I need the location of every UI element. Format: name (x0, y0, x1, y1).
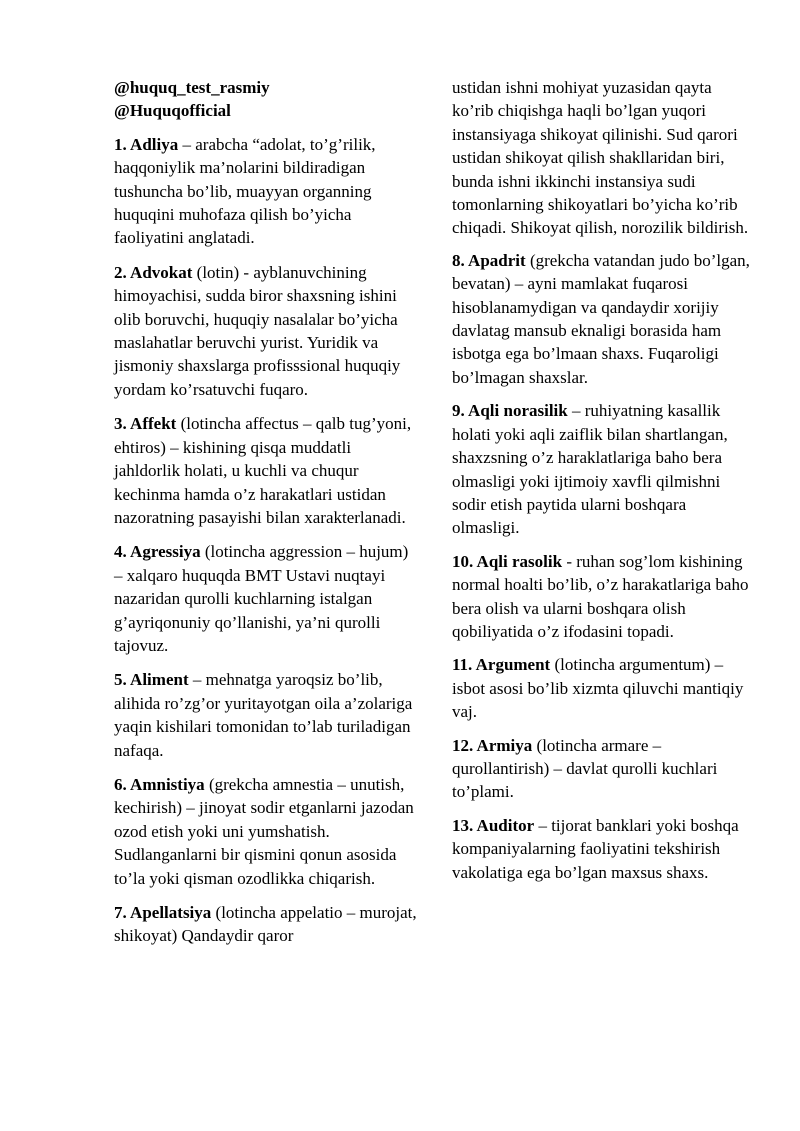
glossary-entry-7 (114, 901, 420, 948)
glossary-entry-8 (452, 249, 752, 389)
right-column (452, 76, 752, 894)
entry-definition: (lotincha appelatio – murojat, shikoyat) Qandaydir qaror (114, 903, 417, 946)
entry-definition: (lotincha armare – qurollantirish) – davlat qurolli kuchlari to’plami. (452, 735, 718, 802)
glossary-entry-11 (452, 653, 752, 723)
entry-definition: (lotincha affectus – qalb tug’yoni, ehtiros) – kishining qisqa muddatli jahldorlik holati, u kuchli va chuqur kechinma hamda o’z harakatlari ustidan nazoratning pasayishi bilan xarakterlanadi. (114, 414, 412, 527)
entry-definition: - ruhan sog’lom kishining normal hoalti bo’lib, o’z harakatlariga baho bera olish va ularni boshqara olish qobiliyatida o’z ifodasini topadi. (452, 551, 749, 641)
entry-term: 2. Advokat (114, 262, 193, 282)
glossary-entry-13 (452, 814, 752, 884)
entry-term: 6. Amnistiya (114, 774, 205, 794)
entry-term: 12. Armiya (452, 735, 533, 755)
glossary-entry-10 (452, 550, 752, 644)
glossary-entry-1 (114, 133, 420, 250)
entry-definition: (lotincha aggression – hujum) – xalqaro huquqda BMT Ustavi nuqtayi nazaridan qurolli kuchlarning istalgan g’ayriqonuniy qo’llanishi, ya’ni qurolli tajovuz. (114, 542, 409, 655)
channel-handle-1: @huquq_test_rasmiy (114, 78, 270, 97)
glossary-entry-3 (114, 412, 420, 529)
glossary-entry-9 (452, 399, 752, 539)
entry-definition: – mehnatga yaroqsiz bo’lib, alihida ro’zg’or yuritayotgan oila a’zolariga yaqin kishilari tomonidan to’lab turiladigan nafaqa. (114, 670, 413, 760)
entry-definition: – arabcha “adolat, to’g’rilik, haqqoniylik ma’nolarini bildiradigan tushuncha bo’lib, muayyan organning huquqini muhofaza qilish bo’yicha faoliyatini anglatadi. (114, 134, 376, 248)
entry-definition: – ruhiyatning kasallik holati yoki aqli zaiflik bilan shartlangan, shaxzsning o’z haraklatlariga baho bera olmasligi yoki ijtimoiy xavfli qilmishni sodir etish paytida ularni boshqara olmasligi. (452, 401, 728, 538)
glossary-entry-6 (114, 773, 420, 890)
entry-term: 8. Apadrit (452, 250, 526, 270)
entry-term: 13. Auditor (452, 815, 535, 835)
entry-term: 7. Apellatsiya (114, 903, 212, 922)
glossary-entry-5 (114, 668, 420, 762)
entry-term: 10. Aqli rasolik (452, 551, 563, 571)
channel-handles (114, 76, 420, 123)
entry-term: 11. Argument (452, 655, 551, 675)
glossary-entry-2 (114, 261, 420, 401)
entry-definition: (lotin) - ayblanuvchining himoyachisi, sudda biror shaxsning ishini olib boruvchi, huquqiy nasalalar bo’yicha maslahatlar beruvchi yurist. Yuridik va jismoniy shaxslarga profisssional huquqiy yordam ko’rsatuvchi fuqaro. (114, 262, 401, 399)
entry-term: 5. Aliment (114, 670, 189, 690)
entry-definition: (lotincha argumentum) – isbot asosi bo’lib xizmta qiluvchi mantiqiy vaj. (452, 655, 744, 722)
entry-term: 9. Aqli norasilik (452, 401, 568, 421)
entry-7-continuation: ustidan ishni mohiyat yuzasidan qayta ko’rib chiqishga haqli bo’lgan yuqori instansiyaga shikoyat qilinishi. Sud qarori ustidan shikoyat qilish shakllaridan biri, bunda ishni ikkinchi instansiya sudi tomonlarning shikoyatlari bo’yicha ko’rib chiqadi. Shikoyat qilish, norozilik bildirish. (452, 78, 749, 238)
entry-term: 1. Adliya (114, 134, 179, 154)
entry-definition: – tijorat banklari yoki boshqa kompaniyalarning faoliyatini tekshirish vakolatiga ega bo’lgan maxsus shaxs. (452, 815, 739, 882)
glossary-entry-12 (452, 734, 752, 804)
left-column (114, 76, 420, 959)
entry-definition: (grekcha vatandan judo bo’lgan, bevatan) – ayni mamlakat fuqarosi hisoblanamydigan va qandaydir xorijiy davlatag mansub eknaligi borasida ham isbotga ega bo’lmaan shaxs. Fuqaroligi bo’lmagan shaxslar. (452, 250, 750, 387)
glossary-entry-4 (114, 540, 420, 657)
entry-term: 3. Affekt (114, 414, 177, 434)
entry-term: 4. Agressiya (114, 542, 201, 562)
channel-handle-2: @Huquqofficial (114, 101, 231, 121)
entry-definition: (grekcha amnestia – unutish, kechirish) – jinoyat sodir etganlarni jazodan ozod etish yoki uni yumshatish. Sudlanganlarni bir qismini qonun asosida to’la yoki qisman ozodlikka chiqarish. (114, 774, 414, 888)
